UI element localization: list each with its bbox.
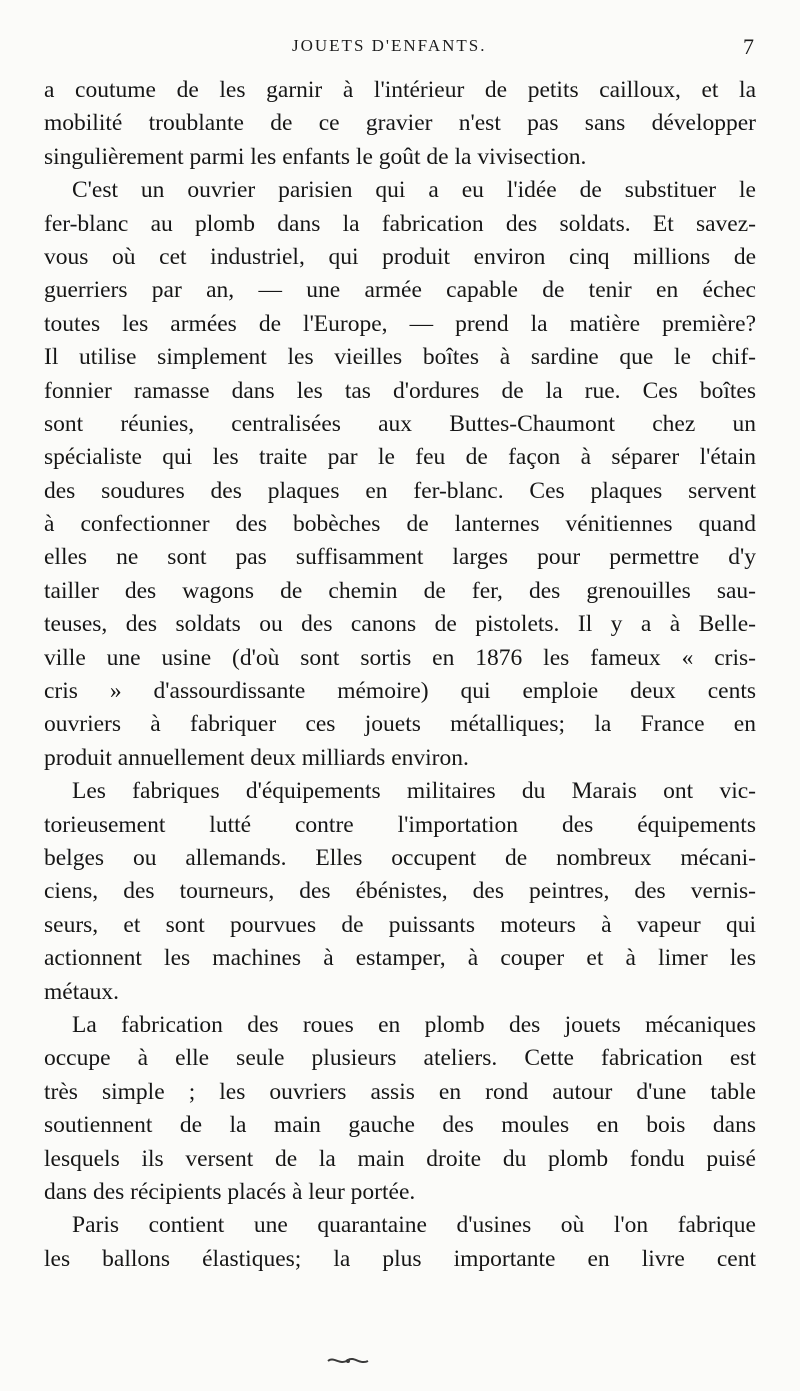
text-line: mobilité troublante de ce gravier n'est pas sans développer (44, 110, 756, 137)
text-line: fonnier ramasse dans les tas d'ordures de la rue. Ces boîtes (44, 377, 756, 404)
text-line: ciens, des tourneurs, des ébénistes, des peintres, des vernis- (44, 878, 756, 905)
text-line: tailler des wagons de chemin de fer, des grenouilles sau- (44, 577, 756, 604)
text-line: singulièrement parmi les enfants le goût de la vivisection. (44, 143, 587, 170)
text-line: métaux. (44, 978, 120, 1005)
body-text (44, 74, 756, 1276)
text-line: fer-blanc au plomb dans la fabrication des soldats. Et savez- (44, 210, 756, 237)
running-head (0, 34, 800, 64)
text-line: soutiennent de la main gauche des moules en bois dans (44, 1112, 756, 1139)
text-line: seurs, et sont pourvues de puissants moteurs à vapeur qui (44, 911, 756, 938)
text-line: produit annuellement deux milliards environ. (44, 744, 469, 771)
running-title: JOUETS D'ENFANTS. (292, 36, 487, 55)
text-line: La fabrication des roues en plomb des jouets mécaniques (72, 1011, 756, 1038)
text-line: sont réunies, centralisées aux Buttes-Chaumont chez un (44, 410, 756, 437)
text-line: Les fabriques d'équipements militaires du Marais ont vic- (72, 778, 756, 805)
text-line: lesquels ils versent de la main droite du plomb fondu puisé (44, 1145, 756, 1172)
text-line: spécialiste qui les traite par le feu de façon à séparer l'étain (44, 444, 756, 471)
text-line: dans des récipients placés à leur portée. (44, 1178, 416, 1205)
text-line: torieusement lutté contre l'importation des équipements (44, 811, 756, 838)
text-line: actionnent les machines à estamper, à couper et à limer les (44, 945, 756, 972)
printer-ornament (326, 1354, 370, 1368)
text-line: les ballons élastiques; la plus importante en livre cent (44, 1245, 756, 1272)
text-line: guerriers par an, — une armée capable de tenir en échec (44, 277, 756, 304)
text-line: belges ou allemands. Elles occupent de nombreux mécani- (44, 844, 756, 871)
text-line: cris » d'assourdissante mémoire) qui emploie deux cents (44, 678, 756, 705)
text-line: à confectionner des bobèches de lanternes vénitiennes quand (44, 511, 756, 538)
text-line: Il utilise simplement les vieilles boîtes à sardine que le chif- (44, 344, 756, 371)
text-line: ouvriers à fabriquer ces jouets métalliques; la France en (44, 711, 756, 738)
text-line: ville une usine (d'où sont sortis en 1876 les fameux « cris- (44, 644, 756, 671)
text-line: très simple ; les ouvriers assis en rond autour d'une table (44, 1078, 756, 1105)
text-line: C'est un ouvrier parisien qui a eu l'idée de substituer le (72, 177, 756, 204)
page-number: 7 (743, 34, 754, 59)
text-line: occupe à elle seule plusieurs ateliers. Cette fabrication est (44, 1045, 756, 1072)
text-line: elles ne sont pas suffisamment larges pour permettre d'y (44, 544, 756, 571)
text-line: des soudures des plaques en fer-blanc. Ces plaques servent (44, 477, 756, 504)
text-line: Paris contient une quarantaine d'usines où l'on fabrique (72, 1212, 756, 1239)
text-line: teuses, des soldats ou des canons de pistolets. Il y a à Belle- (44, 611, 756, 638)
text-line: a coutume de les garnir à l'intérieur de petits cailloux, et la (44, 77, 756, 103)
text-line: vous où cet industriel, qui produit environ cinq millions de (44, 243, 756, 270)
text-line: toutes les armées de l'Europe, — prend la matière première? (44, 310, 756, 337)
